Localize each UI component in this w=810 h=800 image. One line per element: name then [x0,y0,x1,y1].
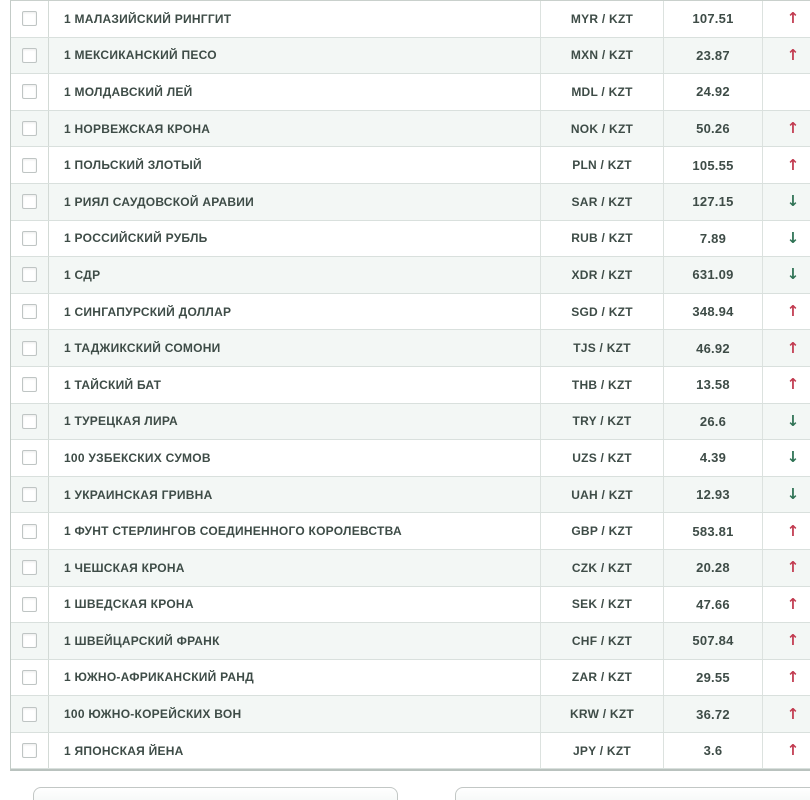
currency-name: 1 ТУРЕЦКАЯ ЛИРА [49,404,541,440]
table-row[interactable] [11,733,810,770]
trend-up-icon: ↑ [786,631,800,650]
checkbox-cell [11,550,49,586]
currency-name: 100 УЗБЕКСКИХ СУМОВ [49,440,541,476]
row-checkbox[interactable] [22,304,37,319]
currency-name: 1 МАЛАЗИЙСКИЙ РИНГГИТ [49,1,541,37]
currency-pair: MYR / KZT [541,1,664,37]
currency-pair: THB / KZT [541,367,664,403]
trend-down-icon: ↓ [786,448,800,467]
checkbox-cell [11,294,49,330]
currency-pair: RUB / KZT [541,221,664,257]
currency-pair: UAH / KZT [541,477,664,513]
currency-rate: 583.81 [664,513,763,549]
checkbox-cell [11,257,49,293]
trend-down-icon: ↓ [786,228,800,247]
row-checkbox[interactable] [22,377,37,392]
trend-up-icon: ↑ [786,375,800,394]
table-row[interactable] [11,696,810,733]
currency-rate: 50.26 [664,111,763,147]
currency-name: 1 ФУНТ СТЕРЛИНГОВ СОЕДИНЕННОГО КОРОЛЕВСТВА [49,513,541,549]
table-row[interactable] [11,660,810,697]
currency-name: 1 ШВЕЙЦАРСКИЙ ФРАНК [49,623,541,659]
trend-cell [763,440,810,476]
row-checkbox[interactable] [22,743,37,758]
currency-name: 1 МОЛДАВСКИЙ ЛЕЙ [49,74,541,110]
footer-button-right[interactable] [455,787,810,800]
trend-cell [763,74,810,110]
checkbox-cell [11,38,49,74]
checkbox-cell [11,440,49,476]
row-checkbox[interactable] [22,48,37,63]
checkbox-cell [11,111,49,147]
currency-rate: 4.39 [664,440,763,476]
checkbox-cell [11,477,49,513]
row-checkbox[interactable] [22,121,37,136]
currency-rate: 631.09 [664,257,763,293]
trend-cell [763,147,810,183]
trend-up-icon: ↑ [786,521,800,540]
table-row[interactable] [11,184,810,221]
currency-rate: 127.15 [664,184,763,220]
trend-up-icon: ↑ [786,741,800,760]
table-row[interactable] [11,404,810,441]
currency-pair: JPY / KZT [541,733,664,769]
currency-pair: PLN / KZT [541,147,664,183]
currency-rate: 3.6 [664,733,763,769]
currency-name: 1 МЕКСИКАНСКИЙ ПЕСО [49,38,541,74]
checkbox-cell [11,513,49,549]
table-row[interactable] [11,623,810,660]
table-row[interactable] [11,74,810,111]
currency-rate: 29.55 [664,660,763,696]
trend-cell [763,294,810,330]
currency-name: 1 ЯПОНСКАЯ ЙЕНА [49,733,541,769]
currency-pair: ZAR / KZT [541,660,664,696]
checkbox-cell [11,623,49,659]
checkbox-cell [11,74,49,110]
trend-cell [763,367,810,403]
currency-name: 1 НОРВЕЖСКАЯ КРОНА [49,111,541,147]
currency-name: 100 ЮЖНО-КОРЕЙСКИХ ВОН [49,696,541,732]
currency-rate: 20.28 [664,550,763,586]
currency-rate: 348.94 [664,294,763,330]
trend-cell [763,477,810,513]
trend-cell [763,513,810,549]
currency-rate: 105.55 [664,147,763,183]
checkbox-cell [11,367,49,403]
trend-up-icon: ↑ [786,594,800,613]
checkbox-cell [11,330,49,366]
checkbox-cell [11,404,49,440]
trend-cell [763,330,810,366]
trend-cell [763,221,810,257]
checkbox-cell [11,733,49,769]
currency-pair: CZK / KZT [541,550,664,586]
row-checkbox[interactable] [22,231,37,246]
currency-name: 1 ЧЕШСКАЯ КРОНА [49,550,541,586]
checkbox-cell [11,660,49,696]
currency-pair: KRW / KZT [541,696,664,732]
table-row[interactable] [11,367,810,404]
trend-cell [763,257,810,293]
checkbox-cell [11,587,49,623]
table-row[interactable] [11,587,810,624]
trend-cell [763,587,810,623]
trend-cell [763,550,810,586]
table-row[interactable] [11,440,810,477]
trend-down-icon: ↓ [786,192,800,211]
currency-rate: 7.89 [664,221,763,257]
currency-rates-table [10,0,810,771]
row-checkbox[interactable] [22,341,37,356]
row-checkbox[interactable] [22,524,37,539]
currency-name: 1 РОССИЙСКИЙ РУБЛЬ [49,221,541,257]
table-row[interactable] [11,550,810,587]
currency-rate: 507.84 [664,623,763,659]
trend-cell [763,184,810,220]
table-row[interactable] [11,330,810,367]
row-checkbox[interactable] [22,560,37,575]
row-checkbox[interactable] [22,194,37,209]
currency-name: 1 ТАЙСКИЙ БАТ [49,367,541,403]
table-row[interactable] [11,38,810,75]
checkbox-cell [11,184,49,220]
row-checkbox[interactable] [22,267,37,282]
currency-rate: 13.58 [664,367,763,403]
row-checkbox[interactable] [22,84,37,99]
currency-rate: 23.87 [664,38,763,74]
trend-down-icon: ↓ [786,485,800,504]
trend-up-icon: ↑ [786,558,800,577]
checkbox-cell [11,1,49,37]
trend-up-icon: ↑ [786,704,800,723]
currency-pair: XDR / KZT [541,257,664,293]
row-checkbox[interactable] [22,633,37,648]
currency-rate: 107.51 [664,1,763,37]
trend-up-icon: ↑ [786,119,800,138]
currency-rate: 47.66 [664,587,763,623]
currency-pair: MXN / KZT [541,38,664,74]
trend-cell [763,623,810,659]
trend-up-icon: ↑ [786,45,800,64]
row-checkbox[interactable] [22,158,37,173]
row-checkbox[interactable] [22,11,37,26]
currency-pair: NOK / KZT [541,111,664,147]
currency-name: 1 СДР [49,257,541,293]
table-row[interactable] [11,111,810,148]
trend-down-icon: ↓ [786,411,800,430]
table-row[interactable] [11,1,810,38]
trend-up-icon: ↑ [786,338,800,357]
table-row[interactable] [11,147,810,184]
row-checkbox[interactable] [22,597,37,612]
currency-name: 1 УКРАИНСКАЯ ГРИВНА [49,477,541,513]
trend-cell [763,1,810,37]
currency-rate: 24.92 [664,74,763,110]
currency-pair: SGD / KZT [541,294,664,330]
trend-up-icon: ↑ [786,155,800,174]
currency-pair: CHF / KZT [541,623,664,659]
row-checkbox[interactable] [22,487,37,502]
currency-name: 1 ШВЕДСКАЯ КРОНА [49,587,541,623]
row-checkbox[interactable] [22,670,37,685]
trend-up-icon: ↑ [786,9,800,28]
footer-button-bar [0,787,810,800]
trend-cell [763,38,810,74]
table-row[interactable] [11,513,810,550]
currency-name: 1 СИНГАПУРСКИЙ ДОЛЛАР [49,294,541,330]
row-checkbox[interactable] [22,707,37,722]
currency-pair: MDL / KZT [541,74,664,110]
row-checkbox[interactable] [22,414,37,429]
table-row[interactable] [11,221,810,258]
currency-name: 1 ТАДЖИКСКИЙ СОМОНИ [49,330,541,366]
table-row[interactable] [11,294,810,331]
currency-name: 1 РИЯЛ САУДОВСКОЙ АРАВИИ [49,184,541,220]
currency-rate: 46.92 [664,330,763,366]
trend-cell [763,696,810,732]
currency-rate: 12.93 [664,477,763,513]
trend-cell [763,111,810,147]
currency-pair: SAR / KZT [541,184,664,220]
row-checkbox[interactable] [22,450,37,465]
table-row[interactable] [11,257,810,294]
currency-name: 1 ПОЛЬСКИЙ ЗЛОТЫЙ [49,147,541,183]
currency-pair: UZS / KZT [541,440,664,476]
table-row[interactable] [11,477,810,514]
trend-up-icon: ↑ [786,302,800,321]
trend-up-icon: ↑ [786,667,800,686]
currency-rate: 26.6 [664,404,763,440]
trend-down-icon: ↓ [786,265,800,284]
trend-cell [763,733,810,769]
footer-button-left[interactable] [33,787,398,800]
checkbox-cell [11,221,49,257]
currency-pair: GBP / KZT [541,513,664,549]
currency-rate: 36.72 [664,696,763,732]
trend-cell [763,660,810,696]
checkbox-cell [11,147,49,183]
checkbox-cell [11,696,49,732]
currency-name: 1 ЮЖНО-АФРИКАНСКИЙ РАНД [49,660,541,696]
trend-cell [763,404,810,440]
currency-pair: TJS / KZT [541,330,664,366]
currency-pair: TRY / KZT [541,404,664,440]
currency-pair: SEK / KZT [541,587,664,623]
